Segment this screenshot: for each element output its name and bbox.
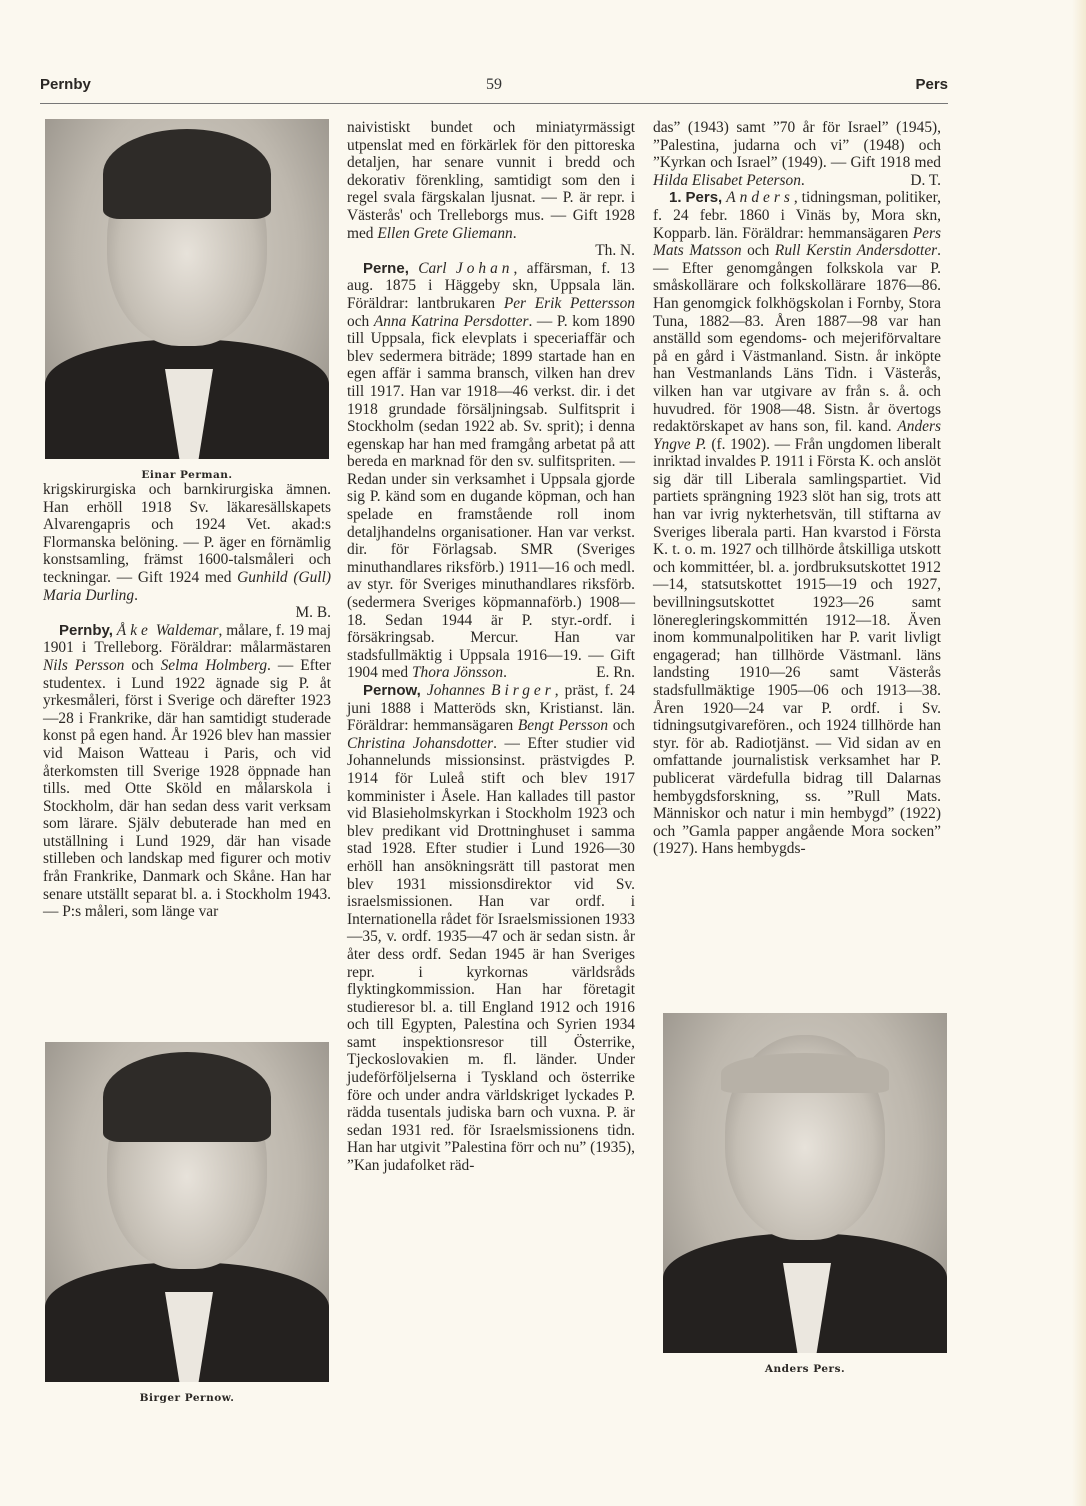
mother-name: Rull Kerstin Andersdotter xyxy=(774,242,938,260)
spouse-name: Gunhild (Gull) Maria Durling xyxy=(43,568,331,604)
photo-anders-pers xyxy=(663,1013,947,1375)
father-name: Per Erik Pettersson xyxy=(503,294,635,312)
portrait-image xyxy=(663,1013,947,1353)
author-signature: D. T. xyxy=(910,171,941,189)
portrait-image xyxy=(45,1042,329,1382)
photo-einar-perman xyxy=(45,119,329,481)
column-2-text xyxy=(347,119,635,1175)
photo-birger-pernow xyxy=(45,1042,329,1404)
given-name: Johannes xyxy=(426,682,486,699)
photo-caption: Einar Perman. xyxy=(141,469,233,481)
given-name: Carl xyxy=(418,259,447,277)
headword: Pernow, xyxy=(363,682,421,699)
middle-name: Birger xyxy=(491,682,555,699)
running-head-right: Pers xyxy=(915,76,948,93)
given-name: Åke xyxy=(116,621,152,639)
author-signature: E. Rn. xyxy=(596,664,635,682)
entry-pers: 1. Pers, Anders, tidningsman, politiker, f. 24 febr. 1860 i Vinäs by, Mora skn, Kopparb. län. Föräldrar: hemmansägaren Pers Mats Matsson och Rull Kerstin Andersdotter. — Efter genomgången folkskola var P. småskollärare och folkskollärare 1876—86. Han genomgick folkhögskolan i Fornby, Stora Tuna, 1882—83. Åren 1887—98 var han anställd som egendoms- och mejeriförvaltare på en gård i Västmanland. Sistn. år inköpte han Vestmanlands Läns Tidn. i Västerås, vilken han var utgivare av från s. å. och huvudred. för 1908—48. Sistn. år övertogs redaktörskapet av hans son, fil. kand. Anders Yngve P. (f. 1902). — Från ungdomen liberalt inriktad invaldes P. 1911 i Första K. och anslöt sig där till Liberala samlingspartiet. Vid partiets sprängning 1923 slöt han sig, trots att han var ivrig nykterhetsvän, till stiftarna av Sveriges liberala parti. Han kvarstod i Första K. t. o. m. 1927 och tillhörde åtskilliga utskott och kommittéer, bl. a. jordbruksutskottet 1912—14, statsutskottet 1915—19 och 1927, bevillningsutskottet 1923—26 samt löneregleringskommittén 1912—18. Även inom kommunalpolitiken har P. varit livligt engagerad; han tillhörde Västmanl. läns landsting 1910—26 samt Västerås stadsfullmäktige 1905—06 och 1913—38. Åren 1920—24 var P. ordf. i Sv. tidningsutgivarefören., och 1924 tillhörde han styr. för ab. Radiotjänst. — Vid sidan av en omfattande journalistisk verksamhet har P. publicerat värdefulla bidrag till Dalarnas hembygdsforskning, ss. ”Rull Mats. Människor och natur i min hembygd” (1922) och ”Gamla papper angående Mora socken” (1927). Hans hembygds- xyxy=(653,189,941,858)
mother-name: Anna Katrina Persdotter xyxy=(373,312,529,330)
middle-name: Johan xyxy=(455,259,514,277)
running-head xyxy=(40,76,948,100)
column-1-text xyxy=(43,481,331,921)
entry-perne: Perne, Carl Johan, affärsman, f. 13 aug. 1875 i Häggeby skn, Uppsala län. Föräldrar: lantbrukaren Per Erik Pettersson och Anna Katrina Persdotter. — P. kom 1890 till Uppsala, fick elevplats i speceriaffär och blev sedermera biträde; 1899 startade han en egen affär i samma bransch, vilken han drev till 1917. Han var 1918—46 verkst. dir. i det 1918 grundade försäljningsab. Sulfitsprit i Stockholm (sedan 1922 ab. Sv. sprit); i denna egenskap har han med framgång arbetat på att bereda en marknad för den sv. sulfitspriten. — Redan under sin verksamhet i Uppsala gjorde sig P. känd som en dugande köpman, och han spelade en framstående roll inom detaljhandelns organisationer. Han var verkst. dir. för Förlagsab. SMR (Sveriges minuthandlares riksförb.) 1911—16 och medl. av styr. för Sveriges minuthandlares riksförb. (sedermera Sveriges köpmannaförb.) 1908—18. Sedan 1944 är P. styr.-ordf. i försäkringsab. Mercur. Han var stadsfullmäktig i Uppsala 1916—19. — Gift 1904 med Thora Jönsson. E. Rn. xyxy=(347,259,635,682)
photo-caption: Anders Pers. xyxy=(764,1363,846,1375)
page-number: 59 xyxy=(486,76,502,93)
headword: Pernby, xyxy=(59,621,113,639)
son-name: Anders Yngve P. xyxy=(653,418,941,453)
portrait-hair xyxy=(103,129,271,219)
entry-pernby: Pernby, Åke Waldemar, målare, f. 19 maj 1901 i Trelleborg. Föräldrar: målarmästaren Nils Persson och Selma Holmberg. — Efter studentex. i Lund 1922 ägnade sig P. åt yrkesmåleri, först i Sverige och därefter 1923—28 i Frankrike, där han samtidigt studerade konst på egen hand. År 1926 blev han massier vid Maison Watteau i Paris, och vid återkomsten till Sverige 1928 öppnade han tills. med Otte Sköld en målarskola i Stockholm, där han sedan dess varit verksam som lärare. Själv debuterade han med en utställning i Lund 1929, där han visade stilleben och landskap med figurer och motiv från Frankrike, Danmark och Skåne. Han har senare utställt separat bl. a. i Stockholm 1943. — P:s måleri, som länge var xyxy=(43,621,331,921)
entry-number: 1. xyxy=(669,189,682,207)
page-edge xyxy=(1072,0,1086,1506)
header-rule xyxy=(40,103,948,104)
portrait-hair xyxy=(721,1053,889,1093)
author-signature: M. B. xyxy=(295,604,331,622)
father-name: Nils Persson xyxy=(43,656,125,674)
portrait-hair xyxy=(103,1052,271,1142)
entry-pernow: Pernow, Johannes Birger, präst, f. 24 juni 1888 i Matteröds skn, Kristianst. län. Föräldrar: hemmansägaren Bengt Persson och Christina Johansdotter. — Efter studier vid Johannelunds missionsinst. prästvigdes P. 1914 för Luleå stift och blev 1917 komminister i Åsele. Han kallades till pastor vid Blasieholmskyrkan i Stockholm 1923 och blev predikant vid Drottninghuset i samma stad 1928. Efter studier i Lund 1926—30 erhöll han ansökningsrätt till pastorat men blev 1931 missionsdirektor vid Sv. israelsmissionen. Han var ordf. i Internationella rådet för Israelsmissionen 1933—35, v. ordf. 1935—47 och är sedan sistn. år åter dess ordf. Sedan 1945 är han Sveriges repr. i kyrkornas världsråds flyktingkommission. Han har företagit studieresor bl. a. till England 1912 och 1916 och till Egypten, Palestina och Syrien 1934 samt inspektionsresor till Österrike, Tjeckoslovakien m. fl. länder. Under judeförföljelserna i Tyskland och österrike före och under andra världskriget lyckades P. rädda tusentals judiska barn och vuxna. P. är sedan 1931 red. för Israelsmissionens tidn. Han har utgivit ”Palestina förr och nu” (1935), ”Kan judafolket räd- xyxy=(347,682,635,1175)
given-name: Anders xyxy=(726,189,794,207)
spouse-name: Hilda Elisabet Peterson xyxy=(653,171,801,189)
portrait-image xyxy=(45,119,329,459)
middle-name: Waldemar xyxy=(155,621,219,639)
photo-caption: Birger Pernow. xyxy=(139,1392,235,1404)
mother-name: Christina Johansdotter xyxy=(347,734,494,752)
father-name: Pers Mats Matsson xyxy=(653,224,941,260)
spouse-name: Ellen Grete Gliemann xyxy=(377,224,513,242)
headword: Pers, xyxy=(685,189,723,207)
author-signature: Th. N. xyxy=(595,242,635,260)
entry-pernow-continuation: das” (1943) samt ”70 år för Israel” (1945), ”Palestina, judarna och vi” (1948) och ”Kyrkan och Israel” (1949). — Gift 1918 med Hilda Elisabet Peterson. D. T. xyxy=(653,119,941,189)
entry-perman-continuation: krigskirurgiska och barnkirurgiska ämnen. Han erhöll 1918 Sv. läkaresällskapets Alvarengapris och 1924 Vet. akad:s Flormanska belöning. — P. äger en förnämlig konstsamling, främst 1600-talsmåleri och teckningar. — Gift 1924 med Gunhild (Gull) Maria Durling. xyxy=(43,481,331,604)
headword: Perne, xyxy=(363,259,409,277)
mother-name: Selma Holmberg xyxy=(160,656,268,674)
column-3-text xyxy=(653,119,941,858)
spouse-name: Thora Jönsson xyxy=(411,664,504,682)
entry-pernby-continuation: naivistiskt bundet och miniatyrmässigt utpenslat med en förkärlek för den pittoreska detaljen, har senare vunnit i bredd och dekorativ förenkling, samtidigt som den i regel svala färgskalan ljusnat. — P. är repr. i Västerås' och Trelleborgs mus. — Gift 1928 med Ellen Grete Gliemann. xyxy=(347,119,635,242)
running-head-left: Pernby xyxy=(40,76,91,93)
father-name: Bengt Persson xyxy=(517,717,609,735)
